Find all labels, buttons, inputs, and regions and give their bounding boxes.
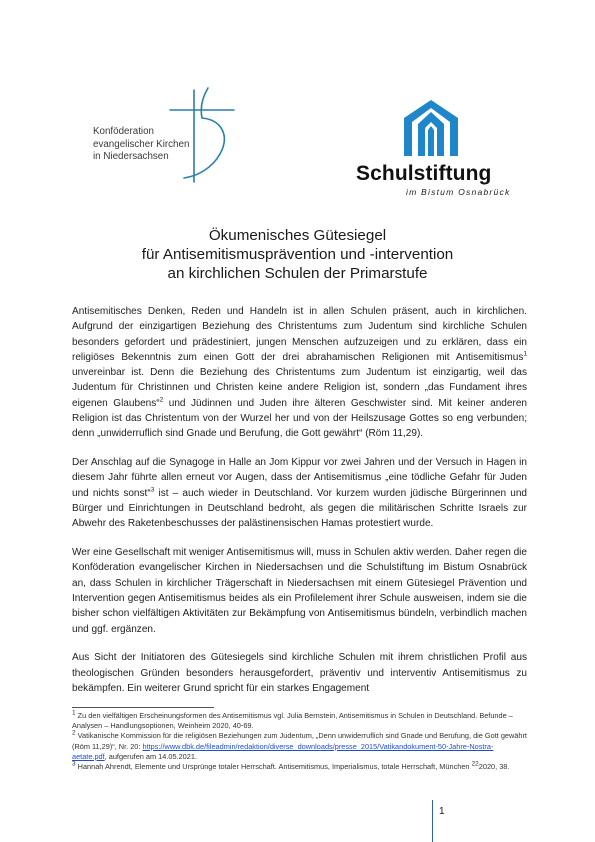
footnote-2-link[interactable]: https://www.dbk.de/fileadmin/redaktion/diverse_downloads/presse_2015/Vatikandokument-50-Jahre-Nostra-aetate.pdf [72, 741, 494, 761]
footnote-1-text: Zu den vielfältigen Erscheinungsformen des Antisemitismus vgl. Julia Bernstein, Antisemitismus in Schulen in Deutschland. Befunde – Analysen – Handlungsoptionen, Weinheim 2020, 40-69. [72, 711, 513, 731]
footnote-mark-1[interactable]: 1 [523, 350, 527, 358]
footnote-3-text-a: Hannah Ahrendt, Elemente und Ursprünge totaler Herrschaft. Antisemitismus, Imperialismus, totale Herrschaft, München [77, 762, 472, 772]
footnote-3-edition: 22 [471, 760, 479, 768]
footnote-separator [72, 707, 214, 708]
paragraph-3: Wer eine Gesellschaft mit weniger Antisemitismus will, muss in Schulen aktiv werden. Daher regen die Konföderation evangelischer Kirchen in Niedersachsen und die Schulstiftung im Bistum Osnabrück an, dass Schulen in kirchlicher Trägerschaft in Niedersachsen mit einem Gütesiegel Prävention und Intervention gegen Antisemitismus beides als ein Profilelement ihrer Schule ausweisen, indem sie die bisher schon vielfältigen Aktivitäten zur Bekämpfung von Antisemitismus bündeln, verbindlich machen und ggf. ergänzen. [72, 547, 527, 635]
schulstiftung-logo [352, 98, 522, 197]
footnote-mark-2[interactable]: 2 [159, 396, 164, 404]
footnote-1-mark: 1 [72, 709, 76, 717]
page-number-rule [432, 800, 433, 842]
tent-icon [400, 98, 462, 158]
konfoederation-line-2: evangelischer Kirchen [93, 138, 190, 150]
konfoederation-name [93, 126, 189, 164]
paragraph-2-part-b: ist – auch wieder in Deutschland. Vor kurzem wurden jüdische Bürgerinnen und Bürger und Einrichtungen in Deutschland bedroht, als gegen die militärischen Schritte Israels zur Abwehr des Raketenbeschusses der palästinensischen Hamas protestiert wurde. [72, 487, 527, 530]
footnotes [72, 711, 527, 772]
page-number: 1 [439, 806, 445, 817]
footnote-3-text-b: 2020, 38. [478, 762, 510, 772]
schulstiftung-name: Schulstiftung [356, 162, 492, 185]
body-text [72, 304, 527, 710]
title-line-3: an kirchlichen Schulen der Primarstufe [167, 265, 428, 282]
document-title [0, 226, 595, 283]
footnote-2-text-a: Vatikanische Kommission für die religiösen Beziehungen zum Judentum, „Denn unwiderruflich sind Gnade und Berufung, die Gott gewährt (Röm 11,29)“, Nr. 20: [72, 731, 527, 751]
paragraph-1-part-b: unvereinbar ist. Denn die Beziehung des Christentums zum Judentum ist einzigartig, weil das Judentum für Christinnen und Christen keine andere Religion ist, sondern „das Fundament ihres eigenen Glaubens“ [72, 367, 527, 409]
footnote-3 [72, 762, 527, 772]
footnote-2-mark: 2 [72, 729, 76, 737]
konfoederation-line-1: Konföderation [93, 126, 155, 137]
schulstiftung-subtitle: im Bistum Osnabrück [406, 187, 511, 197]
paragraph-1 [72, 304, 527, 442]
paragraph-1-part-c: und Jüdinnen und Juden ihre älteren Geschwister sind. Mit keiner anderen Religion ist das Christentum von der Wurzel her und von der Heilszusage Gottes so eng verbunden; denn „unwiderruflich sind Gnade und Berufung, die Gott gewährt“ (Röm 11,29). [72, 397, 528, 440]
footnote-3-mark: 3 [72, 760, 76, 768]
konfoederation-logo [88, 84, 248, 184]
konfoederation-line-3: in Niedersachsen [93, 151, 169, 163]
title-line-2: für Antisemitismusprävention und -intervention [141, 246, 454, 263]
footnote-2 [72, 731, 527, 762]
paragraph-2 [72, 455, 527, 531]
paragraph-2-part-a: Der Anschlag auf die Synagoge in Halle an Jom Kippur vor zwei Jahren und der Versuch in Hagen in diesem Jahr führte allen erneut vor Augen, dass der Antisemitismus „eine tödliche Gefahr für Juden und nichts sonst“ [72, 457, 527, 499]
paragraph-4: Aus Sicht der Initiatoren des Gütesiegels sind kirchliche Schulen mit ihrem christlichen Profil aus theologischen Gründen besonders herausgefordert, präventiv und interventiv Antisemitismus zu bekämpfen. Ein weiterer Grund spricht für ein starkes Engagement [72, 652, 527, 695]
footnote-mark-3[interactable]: 3 [150, 486, 155, 494]
footnote-1 [72, 711, 527, 731]
paragraph-1-part-a: Antisemitisches Denken, Reden und Handeln ist in allen Schulen präsent, auch in kirchlichen. Aufgrund der einzigartigen Beziehung des Christentums zum Judentum sind kirchliche Schulen besonders gefordert und prädestiniert, jungen Menschen aufzuzeigen und zu erklären, dass ein religiöses Bekenntnis zum einen Gott der drei abrahamischen Religionen mit Antisemitismus [72, 306, 527, 363]
footnote-2-text-b: , aufgerufen am 14.05.2021. [104, 751, 197, 761]
title-line-1: Ökumenisches Gütesiegel [208, 227, 387, 244]
